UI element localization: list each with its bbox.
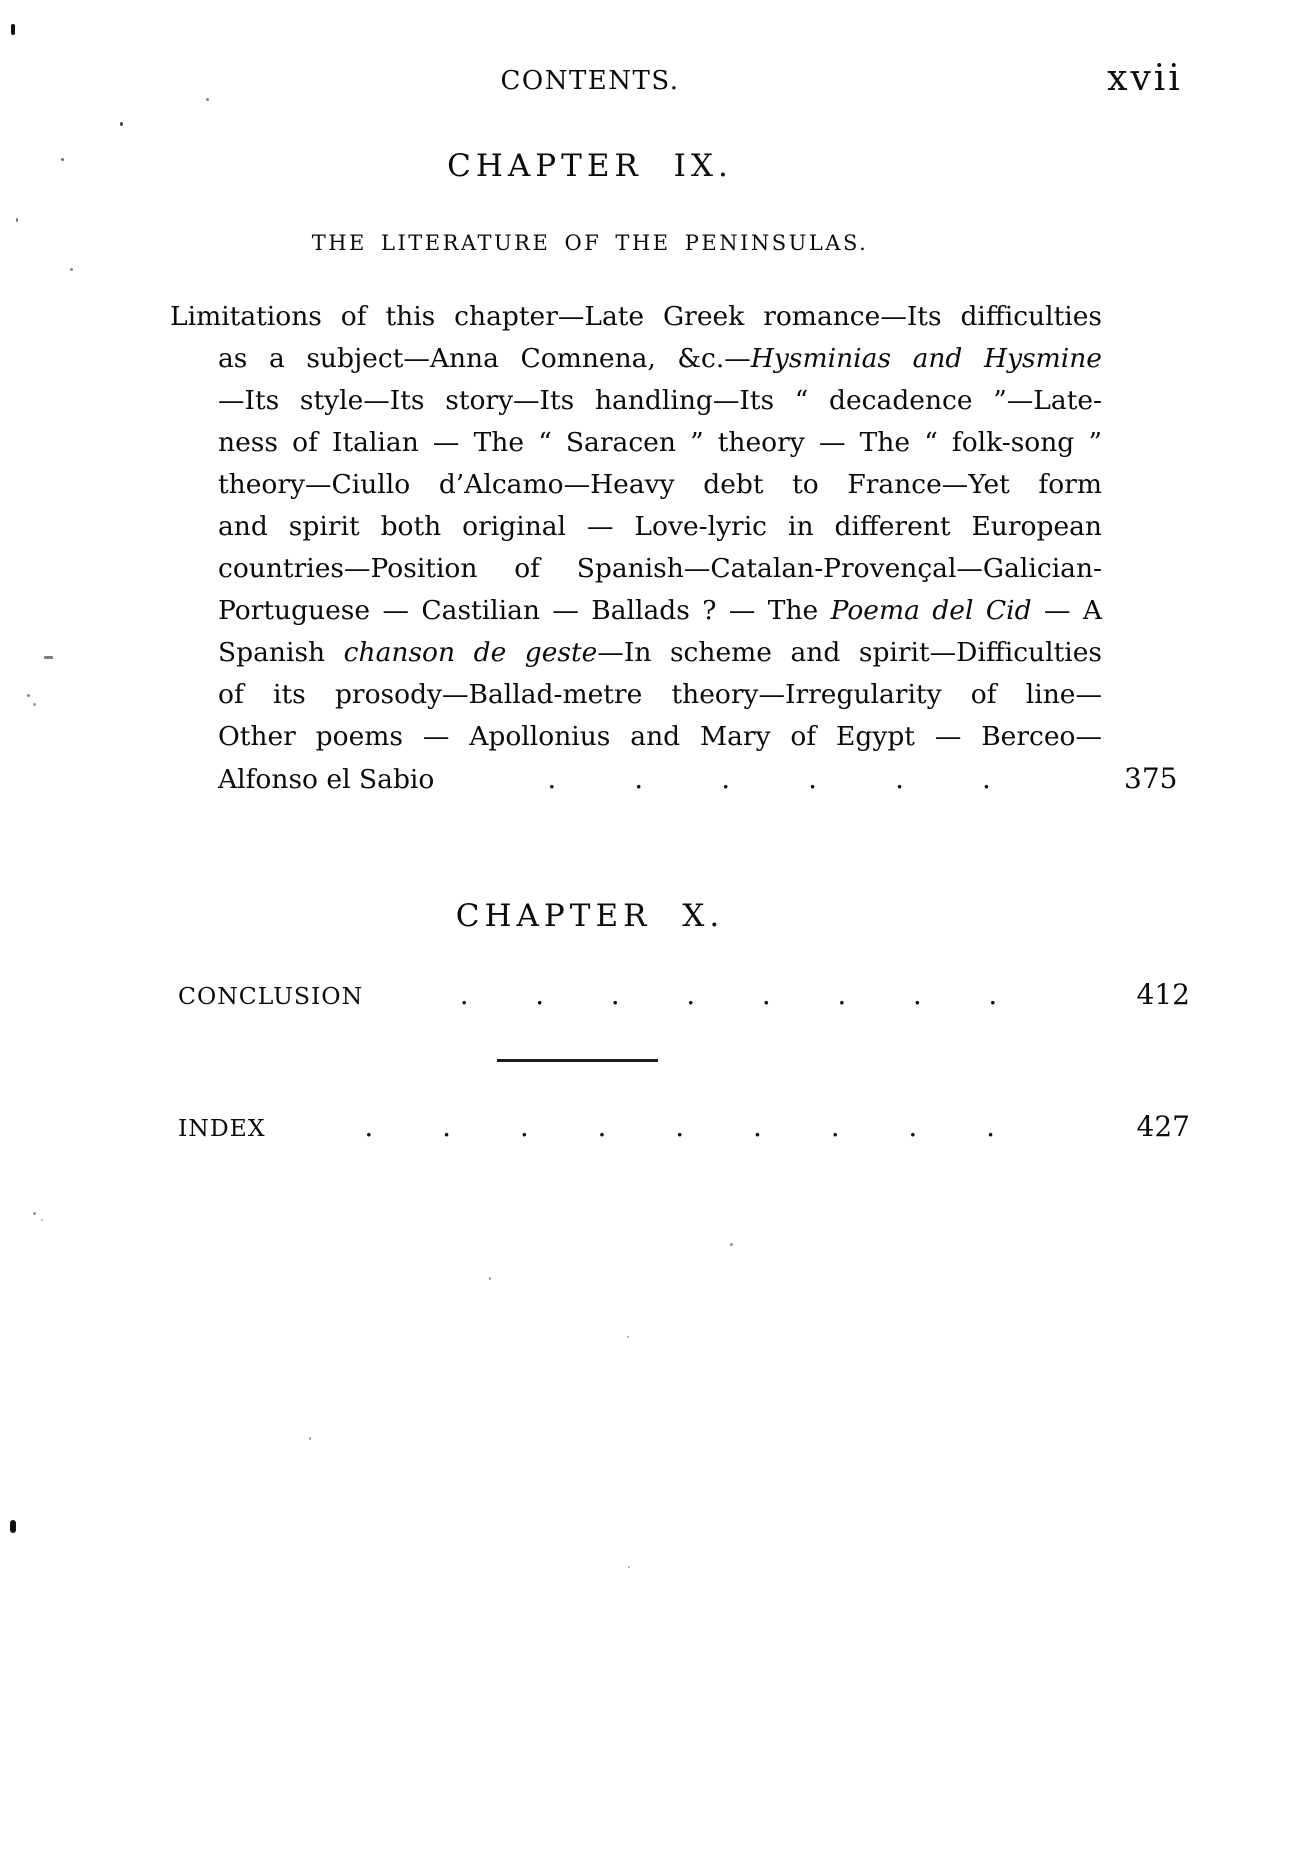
folio-page-number: xvii (1107, 58, 1183, 99)
summary-text: ness of Italian — The “ Saracen ” theory — The “ folk-song ” (218, 427, 1102, 458)
ink-speck (489, 1277, 491, 1280)
ink-speck (70, 268, 73, 271)
ink-speck (120, 122, 123, 126)
leader-dot: . (519, 1110, 529, 1143)
leader-dot: . (986, 1110, 996, 1143)
summary-line (170, 380, 1102, 422)
summary-page-number: 375 (1124, 762, 1178, 795)
chapter-ix-subheading: THE LITERATURE OF THE PENINSULAS. (311, 231, 869, 255)
leader-dot: . (761, 978, 771, 1011)
ink-speck (628, 1566, 630, 1568)
leader-dot: . (752, 1110, 762, 1143)
summary-italic-phrase: Hysminias and Hysmine (750, 343, 1102, 374)
leader-dot: . (837, 978, 847, 1011)
ink-speck (41, 1219, 43, 1221)
summary-text: Portuguese — Castilian — Ballads ? — The (218, 595, 831, 626)
summary-italic-phrase: chanson de geste (343, 637, 598, 668)
leader-dot: . (830, 1110, 840, 1143)
ink-speck (33, 1212, 36, 1215)
summary-text: —Its style—Its story—Its handling—Its “ decadence ”—Late- (218, 385, 1102, 416)
ink-speck (16, 218, 18, 222)
leader-dot: . (442, 1110, 452, 1143)
section-divider-rule (497, 1059, 658, 1062)
leader-dot: . (908, 1110, 918, 1143)
leader-dot: . (634, 762, 644, 795)
ink-speck (309, 1437, 311, 1440)
ink-speck (10, 1520, 16, 1533)
summary-text: as a subject—Anna Comnena, &c.— (218, 343, 751, 374)
ink-speck (44, 656, 53, 659)
leader-dot: . (547, 762, 557, 795)
leader-dot: . (988, 978, 998, 1011)
leader-dot: . (535, 978, 545, 1011)
leader-dots (469, 758, 1069, 800)
leader-dots (296, 1110, 1064, 1143)
summary-line (170, 590, 1102, 632)
summary-text: Alfonso el Sabio (218, 764, 435, 795)
summary-text: of its prosody—Ballad-metre theory—Irregularity of line— (218, 679, 1102, 710)
summary-text: Other poems — Apollonius and Mary of Egypt — Berceo— (218, 721, 1102, 752)
summary-text: and spirit both original — Love-lyric in different European (218, 511, 1102, 542)
summary-line (170, 674, 1102, 716)
ink-speck (627, 1336, 629, 1338)
ink-speck (27, 694, 30, 697)
summary-text: — A (1031, 595, 1102, 626)
entry-page-number: 412 (1136, 978, 1190, 1011)
summary-line (170, 338, 1102, 380)
summary-text: —In scheme and spirit—Difficulties (597, 637, 1102, 668)
summary-text: countries—Position of Spanish—Catalan-Provençal—Galician- (218, 553, 1102, 584)
leader-dot: . (808, 762, 818, 795)
summary-line (170, 464, 1102, 506)
leader-dot: . (895, 762, 904, 795)
summary-text: theory—Ciullo d’Alcamo—Heavy debt to France—Yet form (218, 469, 1102, 500)
chapter-ix-heading: CHAPTER IX. (447, 148, 733, 184)
summary-line (170, 548, 1102, 590)
leader-dot: . (721, 762, 731, 795)
summary-italic-phrase: Poema del Cid (830, 595, 1032, 626)
ink-speck (33, 703, 36, 706)
summary-last-line (170, 758, 1190, 801)
entry-label: CONCLUSION (178, 982, 364, 1010)
summary-line (170, 506, 1102, 548)
ink-speck (206, 98, 209, 101)
ink-speck (11, 24, 15, 35)
running-head-title: CONTENTS. (500, 66, 680, 96)
summary-line (170, 716, 1102, 758)
summary-line (170, 632, 1102, 674)
leader-dot: . (912, 978, 922, 1011)
chapter-ix-summary (170, 296, 1190, 801)
leader-dot: . (459, 978, 469, 1011)
summary-line (170, 422, 1102, 464)
toc-entry-index (178, 1110, 1190, 1143)
ink-speck (730, 1243, 733, 1246)
ink-speck (61, 158, 64, 161)
entry-label: INDEX (178, 1114, 266, 1142)
leader-dot: . (675, 1110, 685, 1143)
leader-dot: . (686, 978, 696, 1011)
summary-line (170, 296, 1102, 338)
leader-dot: . (610, 978, 620, 1011)
chapter-x-heading: CHAPTER X. (455, 898, 725, 934)
leader-dot: . (364, 1110, 374, 1143)
leader-dot: . (981, 762, 991, 795)
summary-text: Limitations of this chapter—Late Greek romance—Its difficulties (170, 301, 1102, 332)
toc-entry-conclusion (178, 978, 1190, 1011)
leader-dots (393, 978, 1064, 1011)
leader-dot: . (597, 1110, 607, 1143)
summary-text: Spanish (218, 637, 344, 668)
entry-page-number: 427 (1136, 1110, 1190, 1143)
